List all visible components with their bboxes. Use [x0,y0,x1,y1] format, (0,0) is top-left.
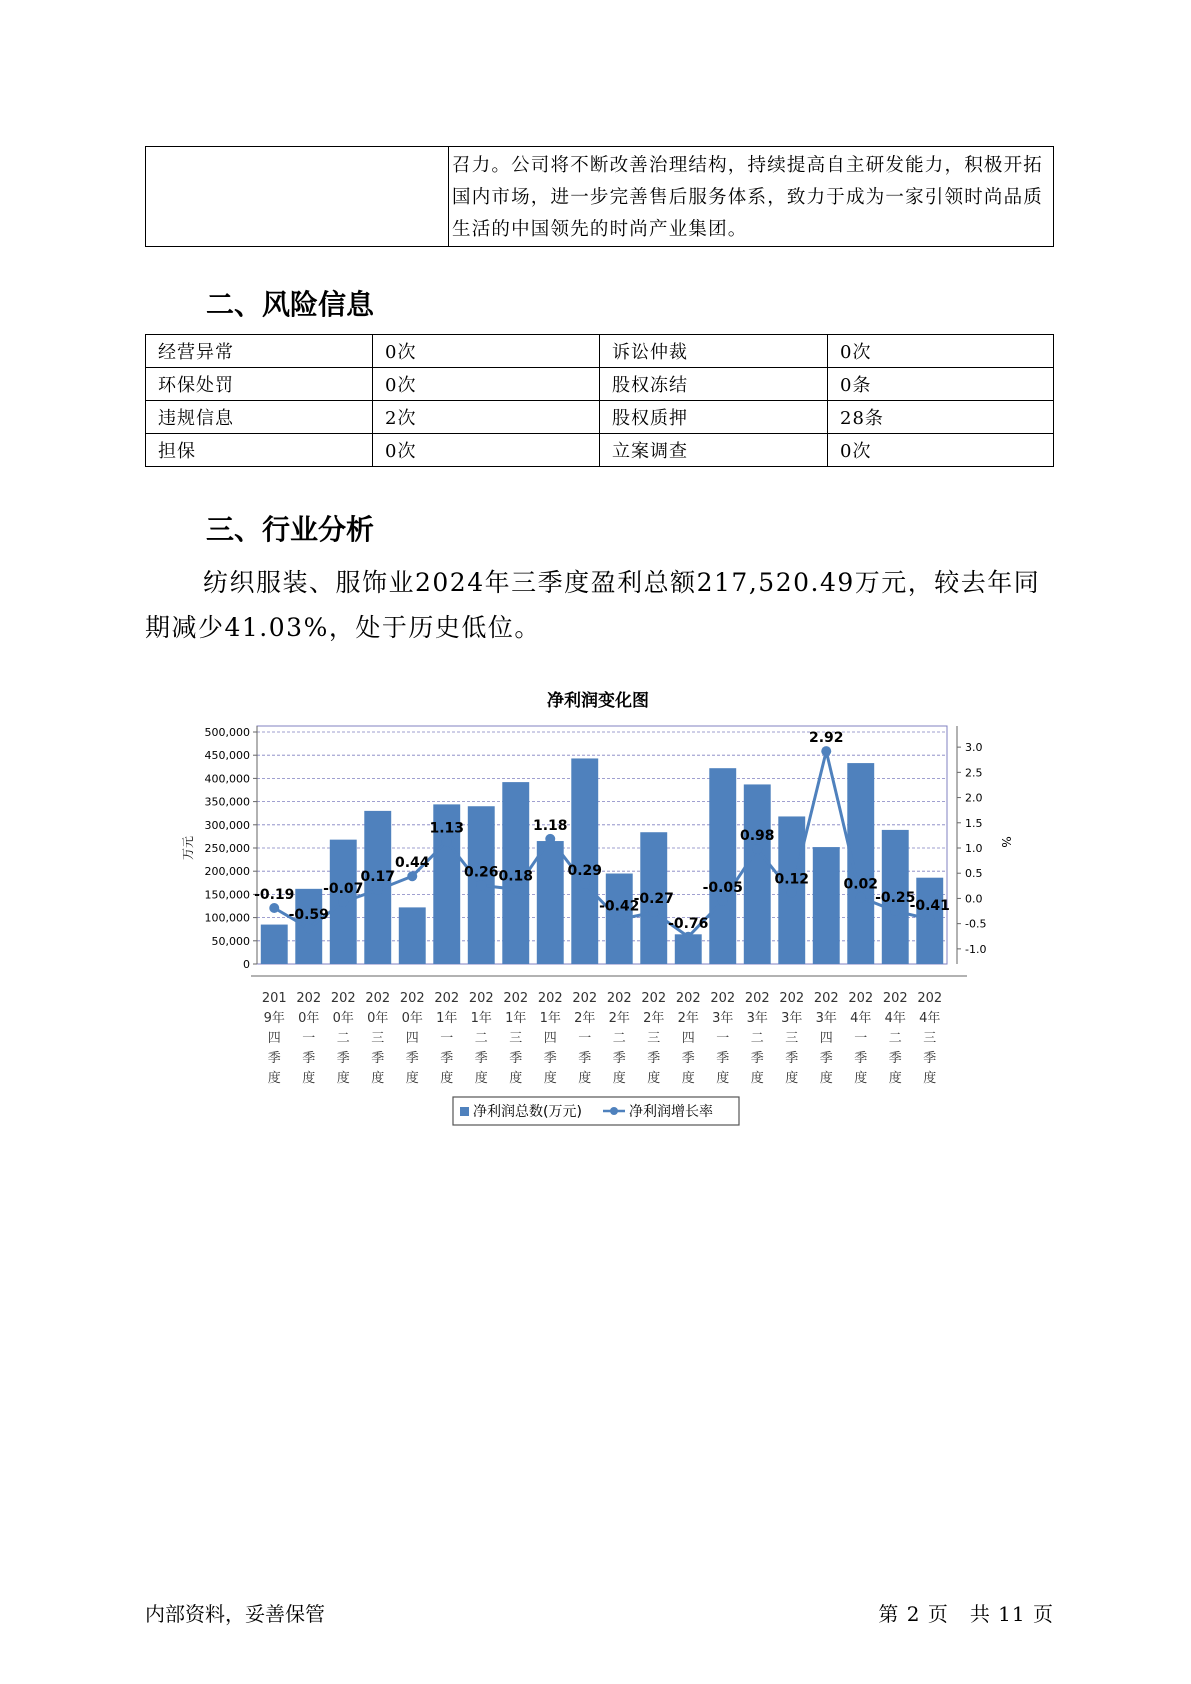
y-axis-title: 万元 [181,835,195,861]
line-point [442,836,452,846]
risk-key: 立案调查 [600,434,828,467]
table-row [146,368,1054,401]
line-point [511,884,521,894]
y2-axis-title: % [999,836,1013,848]
y-tick-label: 500,000 [204,726,250,739]
risk-key: 诉讼仲裁 [600,335,828,368]
chart-grid [257,726,947,964]
y-tick-label: 250,000 [204,842,250,855]
risk-key: 违规信息 [146,401,373,434]
line-point [407,871,417,881]
y2-tick-label: -1.0 [965,942,987,956]
bar [571,758,598,964]
intro-text: 召力。公司将不断改善治理结构，持续提高自主研发能力，积极开拓国内市场，进一步完善售后服务体系，致力于成为一家引领时尚品质生活的中国领先的时尚产业集团。 [449,147,1054,247]
bar [537,841,564,964]
section-2-title: 二、风险信息 [206,288,375,321]
risk-key: 股权冻结 [600,368,828,401]
table-row [146,401,1054,434]
legend-line-label: 净利润增长率 [629,1104,713,1120]
line-point [787,887,797,897]
risk-value: 0次 [373,434,600,467]
y2-tick-label: 3.0 [965,741,983,755]
intro-table-empty-cell [146,147,449,247]
data-label: -0.76 [668,915,709,932]
x-tick-label: 202 4年三季度 [917,991,943,1086]
risk-value: 0次 [373,368,600,401]
data-label: 0.18 [498,868,534,885]
data-label: 1.13 [429,820,465,837]
footer-page-number: 第 2 页 共 11 页 [878,1602,1054,1626]
line-point [269,903,279,913]
line-point [614,915,624,925]
bar [813,847,840,964]
data-label: -0.42 [599,898,640,915]
x-tick-label: 202 0年二季度 [330,991,356,1086]
line-point [476,880,486,890]
x-tick-label: 202 4年二季度 [882,991,908,1086]
y-tick-label: 350,000 [204,795,250,809]
data-label: 0.02 [843,876,879,893]
industry-analysis-paragraph [145,560,1060,650]
legend-bar-label: 净利润总数(万元) [473,1104,582,1120]
risk-value: 0条 [828,368,1054,401]
data-label: 0.17 [360,868,396,885]
risk-table [145,334,1054,467]
data-label: 0.44 [394,855,430,872]
y2-tick-label: 2.0 [965,791,983,805]
chart-x-labels [262,991,942,1086]
table-row [146,434,1054,467]
line-point [752,844,762,854]
x-tick-label: 202 2年二季度 [606,991,632,1086]
x-tick-label: 201 9年四季度 [261,991,287,1086]
risk-key: 环保处罚 [146,368,373,401]
legend-line-marker [610,1107,618,1115]
line-point [580,879,590,889]
risk-value: 2次 [373,401,600,434]
intro-table [145,146,1054,247]
x-tick-label: 202 1年一季度 [434,991,460,1086]
y-tick-label: 300,000 [204,818,250,832]
y-tick-label: 0 [243,958,250,971]
y2-tick-label: -0.5 [965,917,987,931]
x-tick-label: 202 2年四季度 [675,991,701,1086]
data-label: -0.41 [909,898,950,915]
x-tick-label: 202 0年一季度 [296,991,322,1086]
risk-key: 股权质押 [600,401,828,434]
x-tick-label: 202 0年四季度 [399,991,425,1086]
risk-key: 经营异常 [146,335,373,368]
y2-tick-label: 0.0 [965,892,983,906]
line-point [304,923,314,933]
line-point [890,906,900,916]
data-label: -0.27 [633,891,674,908]
footer-confidential: 内部资料，妥善保管 [145,1602,325,1626]
y-tick-label: 450,000 [204,749,250,763]
line-point [649,907,659,917]
risk-value: 0次 [828,335,1054,368]
x-tick-label: 202 1年三季度 [503,991,529,1086]
risk-key: 担保 [146,434,373,467]
y-tick-label: 200,000 [204,865,250,879]
chart-title: 净利润变化图 [547,691,649,711]
risk-value: 0次 [373,335,600,368]
chart-bars [261,758,943,964]
line-point [821,746,831,756]
data-label: 2.92 [808,730,844,747]
bar [744,784,771,964]
x-tick-label: 202 3年四季度 [813,991,839,1086]
y2-tick-label: 2.5 [965,766,983,780]
data-label: -0.59 [288,907,329,924]
line-point [683,932,693,942]
data-label: 1.18 [532,817,568,834]
section-3-title: 三、行业分析 [206,513,375,546]
y2-tick-label: 0.5 [965,867,983,881]
line-point [338,897,348,907]
data-label: 0.98 [739,828,775,845]
y-tick-label: 150,000 [204,888,250,902]
x-tick-label: 202 2年三季度 [641,991,667,1086]
plot-area-border [257,726,947,964]
data-label: -0.25 [875,890,916,907]
line-point [925,914,935,924]
x-tick-label: 202 3年一季度 [710,991,736,1086]
x-tick-label: 202 2年一季度 [572,991,598,1086]
bar [399,907,426,964]
line-point [545,834,555,844]
net-profit-chart [170,680,1030,1140]
y2-tick-label: 1.0 [965,842,983,855]
x-tick-label: 202 4年一季度 [848,991,874,1086]
line-point [373,885,383,895]
industry-analysis-text: 纺织服装、服饰业2024年三季度盈利总额217,520.49万元，较去年同期减少41.03%，处于历史低位。 [145,568,1041,642]
x-tick-label: 202 1年二季度 [468,991,494,1086]
x-tick-label: 202 1年四季度 [537,991,563,1086]
line-point [718,896,728,906]
y2-tick-label: 1.5 [965,816,983,830]
chart-legend [453,1097,739,1125]
risk-value: 28条 [828,401,1054,434]
data-label: 0.12 [774,871,810,888]
y-tick-label: 400,000 [204,772,250,786]
x-tick-label: 202 0年三季度 [365,991,391,1086]
data-label: 0.26 [463,864,499,881]
line-point [856,892,866,902]
data-label: -0.05 [702,879,743,896]
data-label: 0.29 [567,862,603,879]
table-row [146,335,1054,368]
y-tick-label: 50,000 [211,934,250,948]
x-tick-label: 202 3年三季度 [779,991,805,1086]
x-tick-label: 202 3年二季度 [744,991,770,1086]
bar [709,768,736,964]
risk-value: 0次 [828,434,1054,467]
data-label: -0.07 [323,880,364,897]
legend-bar-swatch [460,1107,469,1116]
data-label: -0.19 [254,887,295,904]
bar [261,925,288,964]
y-tick-label: 100,000 [204,911,250,925]
